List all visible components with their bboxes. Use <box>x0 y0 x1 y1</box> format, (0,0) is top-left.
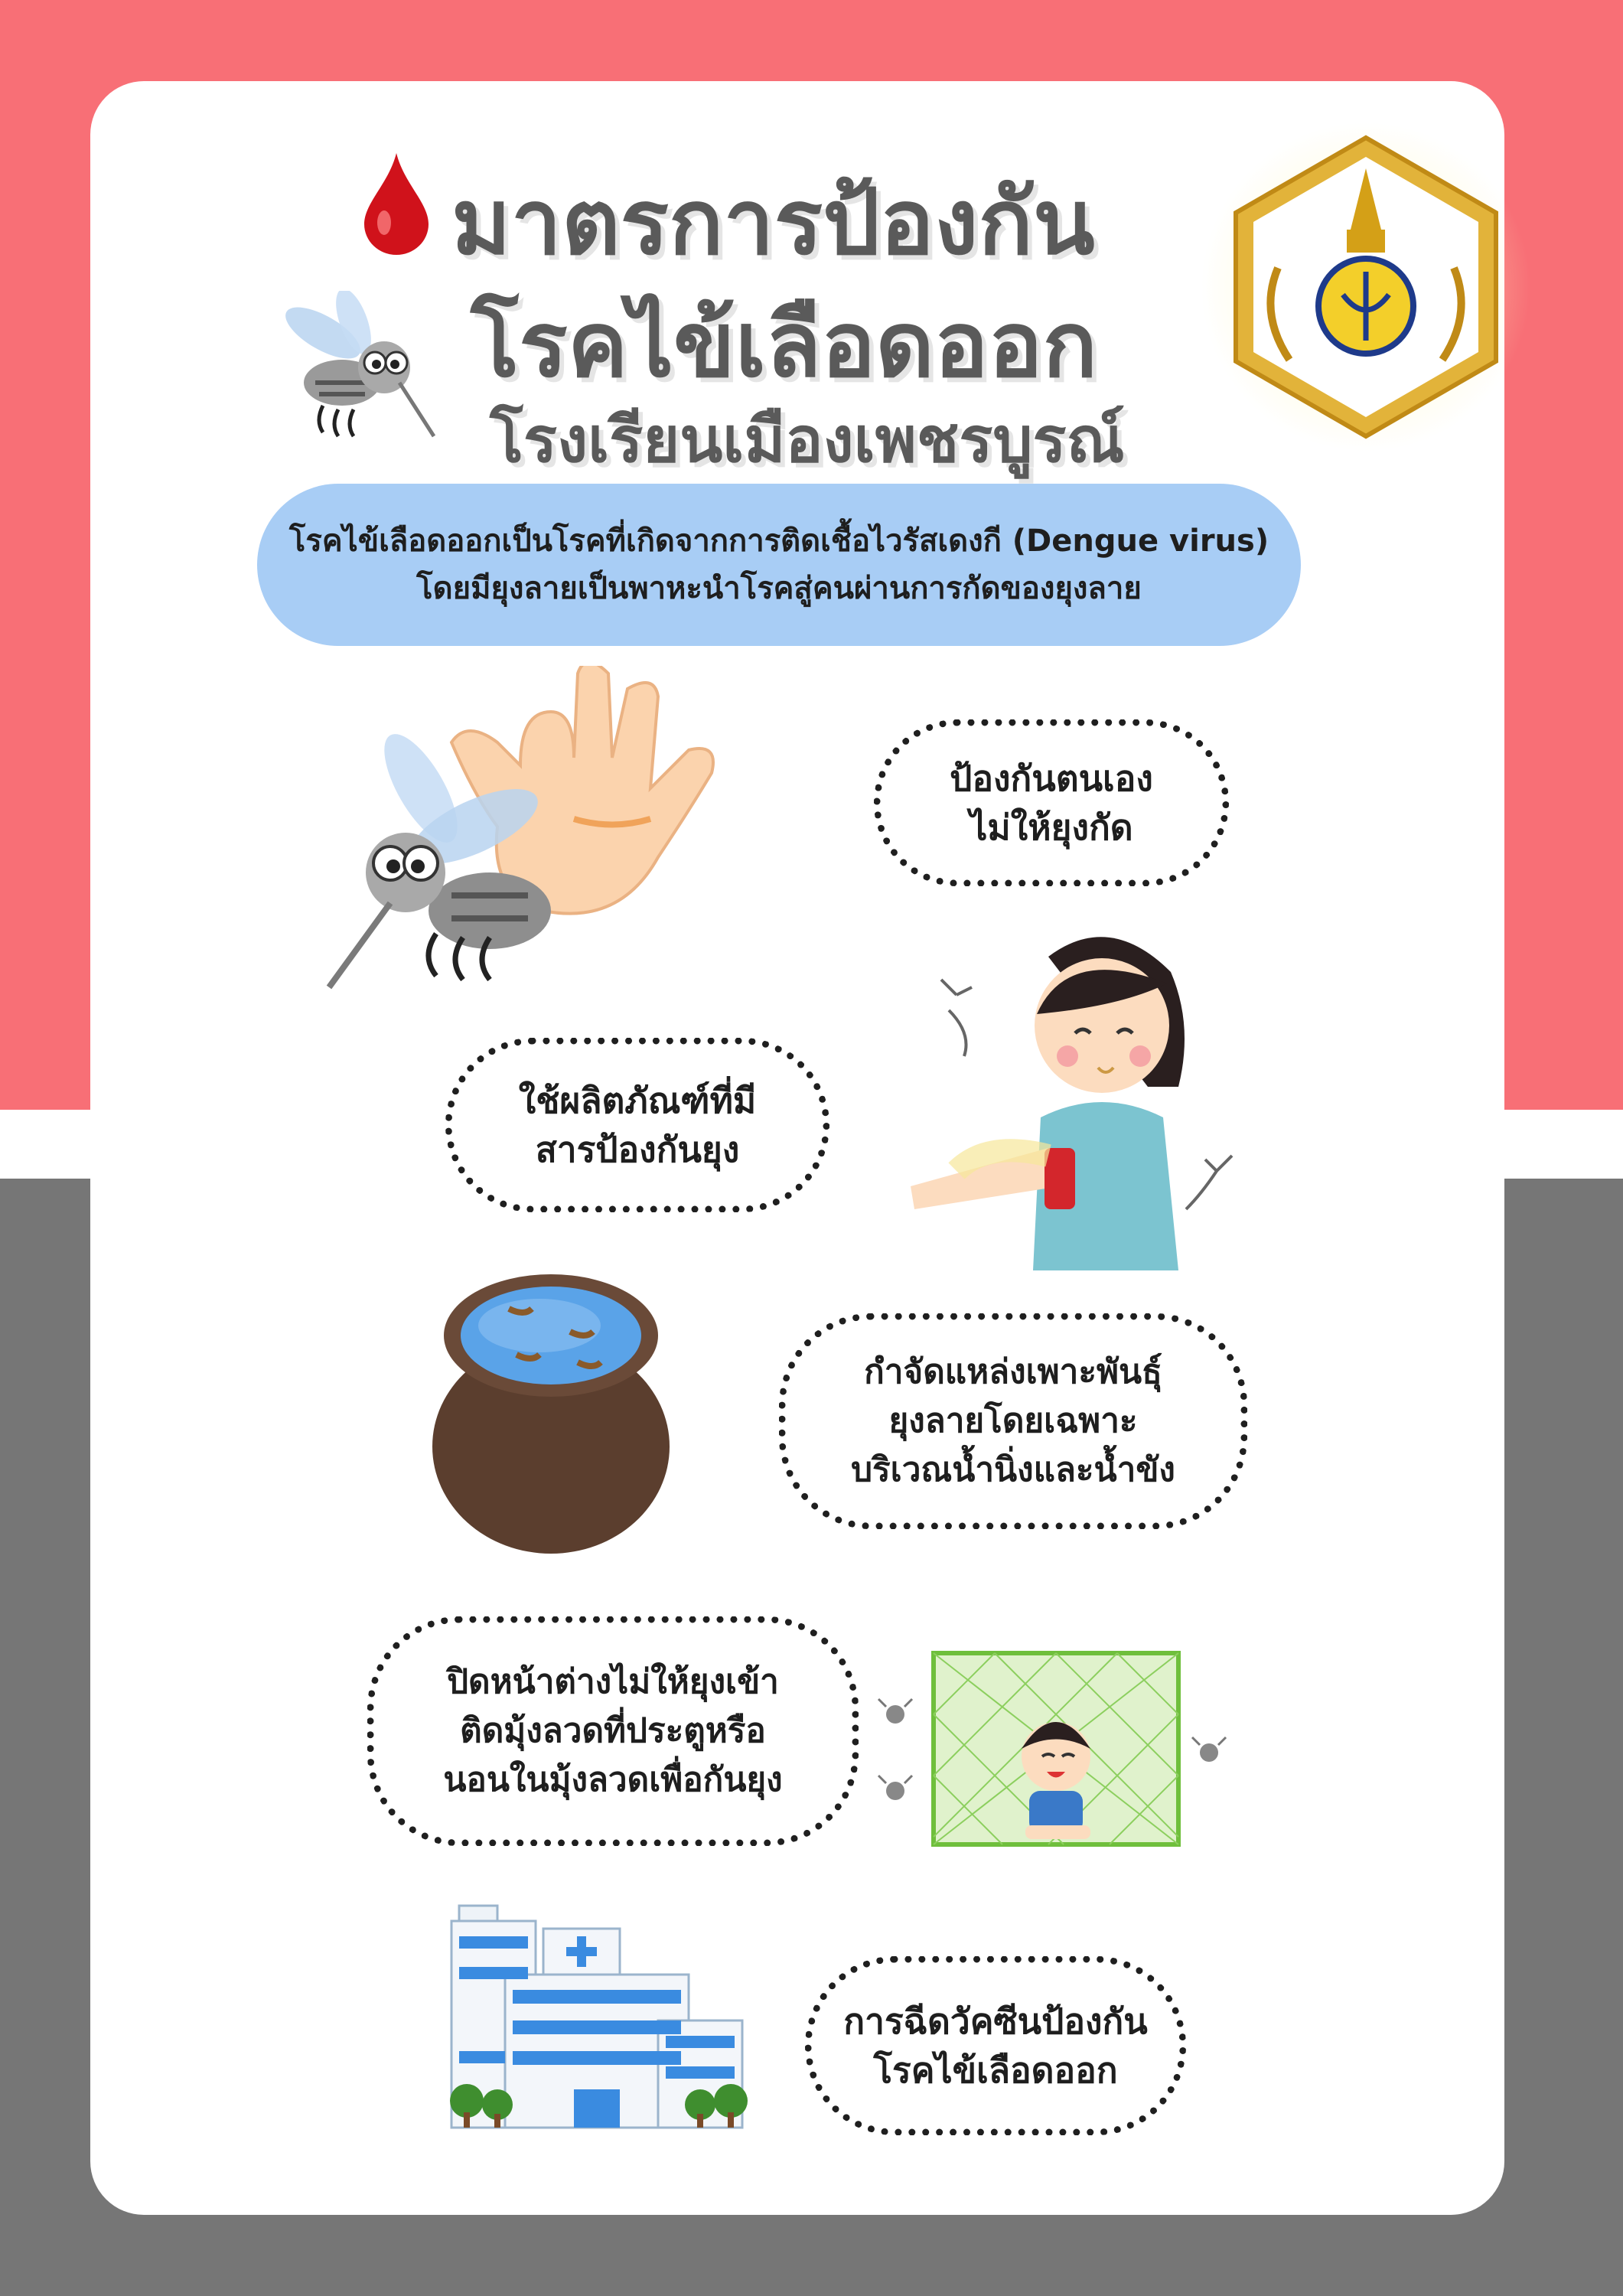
measure-5-line-2: โรคไข้เลือดออก <box>873 2050 1118 2091</box>
school-logo <box>1194 115 1538 459</box>
measure-2-line-1: ใช้ผลิตภัณฑ์ที่มี <box>518 1080 757 1121</box>
spray-girl-illustration <box>895 926 1255 1270</box>
intro-line-1: โรคไข้เลือดออกเป็นโรคที่เกิดจากการติดเชื้อไวรัสเดงกี (Dengue virus) <box>288 523 1269 559</box>
title-line-2: โรคไข้เลือดออก <box>471 292 1098 397</box>
water-jar-illustration <box>425 1263 677 1554</box>
measure-4-line-2: ติดมุ้งลวดที่ประตูหรือ <box>460 1711 766 1750</box>
blood-drop-icon <box>358 149 435 256</box>
measure-2-line-2: สารป้องกันยุง <box>535 1129 740 1170</box>
measure-1-line-2: ไม่ให้ยุงกัด <box>970 807 1133 848</box>
title-line-1: มาตรการป้องกัน <box>451 169 1095 275</box>
hand-illustration <box>314 666 803 1003</box>
measure-3-line-2: ยุงลายโดยเฉพาะ <box>888 1401 1138 1440</box>
measure-bubble-3 <box>779 1313 1247 1529</box>
intro-box <box>257 484 1301 646</box>
measure-bubble-2 <box>445 1038 829 1212</box>
measure-bubble-4 <box>367 1616 859 1846</box>
measure-bubble-5 <box>805 1956 1186 2135</box>
measure-3-line-3: บริเวณน้ำนิ่งและน้ำขัง <box>851 1450 1175 1489</box>
hospital-illustration <box>436 1898 758 2135</box>
measure-5-line-1: การฉีดวัคซีนป้องกัน <box>843 2001 1148 2042</box>
mosquito-net-boy-illustration <box>872 1630 1232 1860</box>
measure-3-line-1: กำจัดแหล่งเพาะพันธุ์ <box>864 1352 1162 1391</box>
measure-1-line-1: ป้องกันตนเอง <box>950 758 1153 799</box>
intro-line-2: โดยมียุงลายเป็นพาหะนำโรคสู่คนผ่านการกัดของยุงลาย <box>416 571 1142 606</box>
title-line-3: โรงเรียนเมืองเพชรบูรณ์ <box>490 404 1125 477</box>
mosquito-icon <box>277 291 445 444</box>
measure-bubble-1 <box>874 719 1229 886</box>
measure-4-line-1: ปิดหน้าต่างไม่ให้ยุงเข้า <box>447 1662 779 1701</box>
measure-4-line-3: นอนในมุ้งลวดเพื่อกันยุง <box>443 1760 783 1799</box>
